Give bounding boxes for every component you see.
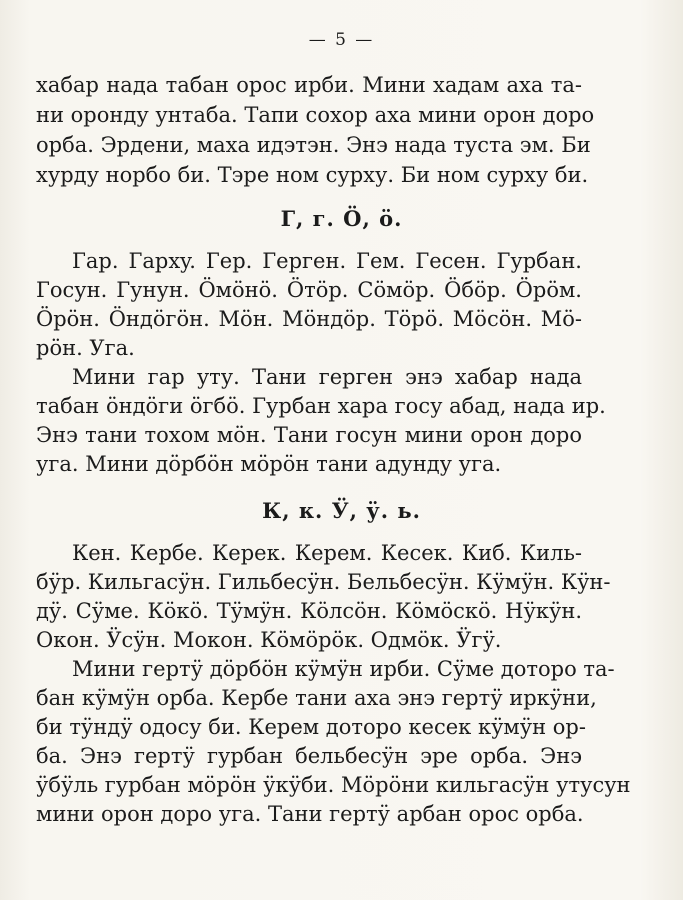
text-line: мини орон доро уга. Тани гертӱ арбан орос орба. (36, 802, 584, 826)
text-line: Ӧрӧн. Ӧндӧгӧн. Мӧн. Мӧндӧр. Тӧрӧ. Мӧсӧн. Мӧ- (36, 307, 582, 331)
text-line: хурду норбо би. Тэре ном сурху. Би ном сурху би. (36, 163, 589, 187)
text-line: уга. Мини дӧрбӧн мӧрӧн тани адунду уга. (36, 452, 502, 476)
text-line: бан кӱмӱн орба. Кербе тани аха энэ гертӱ иркӱни, (36, 686, 597, 710)
text-line: рӧн. Уга. (36, 336, 135, 360)
section-heading: К, к. Ӱ, ӱ. ь. (262, 498, 421, 523)
text-line: Окон. Ӱсӱн. Мокон. Кӧмӧрӧк. Одмӧк. Ӱгӱ. (36, 628, 502, 652)
section-heading: Г, г. Ӧ, ӧ. (280, 206, 403, 231)
text-line: Мини гертӱ дӧрбӧн кӱмӱн ирби. Сӱме доторо та- (72, 657, 615, 681)
text-line: Госун. Гунун. Ӧмӧнӧ. Ӧтӧр. Сӧмӧр. Ӧбӧр. Ӧрӧм. (36, 278, 582, 302)
text-line: ӱбӱль гурбан мӧрӧн ӱкӱби. Мӧрӧни кильгасӱн утусун (36, 773, 631, 797)
text-line: Энэ тани тохом мӧн. Тани госун мини орон доро (36, 423, 582, 447)
text-line: ни оронду унтаба. Тапи сохор аха мини орон доро (36, 103, 595, 127)
text-line: Гар. Гархy. Гер. Герген. Гем. Гесен. Гурбан. (72, 249, 582, 273)
text-line: хабар нада табан орос ирби. Мини хадам аха та- (36, 73, 582, 97)
text-line: ба. Энэ гертӱ гурбан бельбесӱн эре орба. Энэ (36, 744, 582, 768)
text-line: Мини гар уту. Тани герген энэ хабар нада (72, 365, 582, 389)
text-line: табан ӧндӧги ӧгбӧ. Гурбан хара госу абад, нада ир. (36, 394, 606, 418)
text-line: Кен. Кербе. Керек. Керем. Кесек. Киб. Киль- (72, 541, 582, 565)
text-line: би тӱндӱ одосу би. Керем доторо кесек кӱмӱн ор- (36, 715, 586, 739)
text-line: дӱ. Сӱме. Кӧкӧ. Тӱмӱн. Кӧлсӧн. Кӧмӧскӧ. Нӱкӱн. (36, 599, 582, 623)
text-line: бӱр. Кильгасӱн. Гильбесӱн. Бельбесӱн. Кӱмӱн. Кӱн- (36, 570, 611, 594)
text-line: орба. Эрдени, маха идэтэн. Энэ нада туста эм. Би (36, 133, 591, 157)
page-number: — 5 — (308, 30, 375, 50)
